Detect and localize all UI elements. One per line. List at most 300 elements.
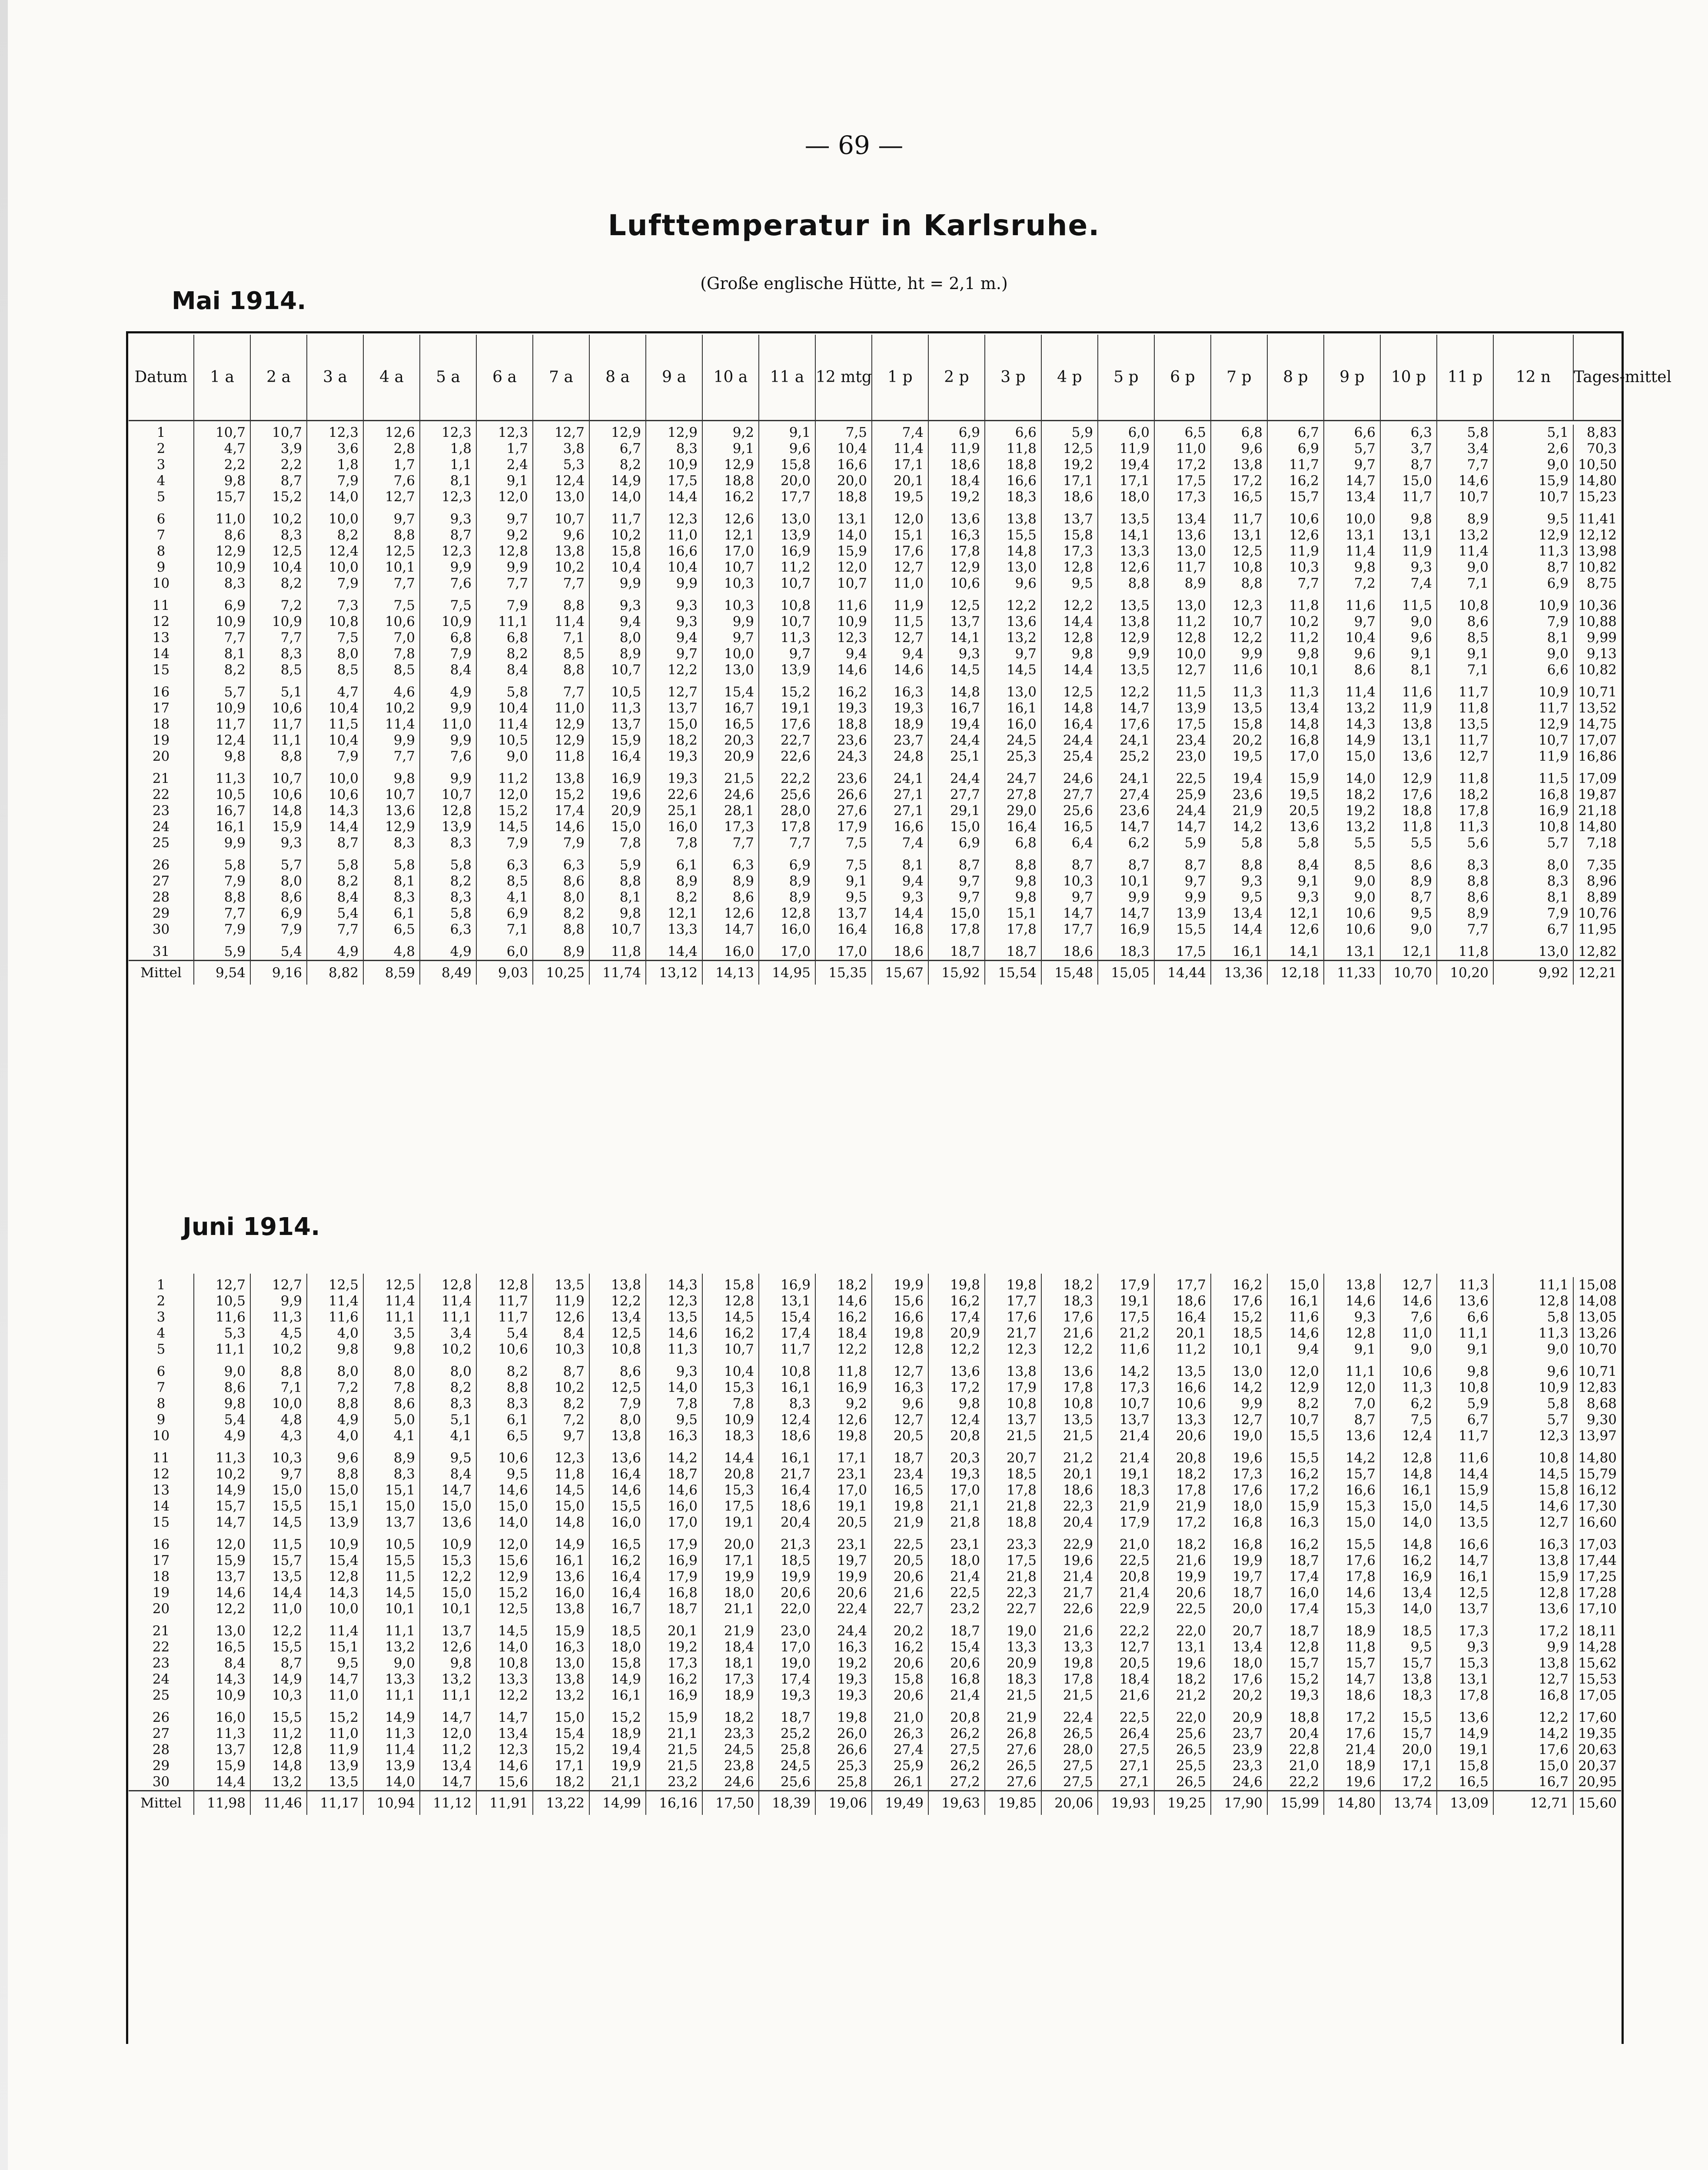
value-cell: 4,9 [420, 938, 476, 961]
value-cell: 8,83 [1573, 425, 1621, 441]
value-cell: 26,0 [815, 1726, 872, 1742]
value-cell: 26,6 [815, 787, 872, 803]
value-cell: 15,0 [363, 1498, 420, 1514]
value-cell: 8,7 [420, 527, 476, 543]
value-cell: 17,9 [815, 819, 872, 835]
value-cell: 8,7 [1154, 851, 1211, 873]
value-cell: 18,2 [1154, 1466, 1211, 1482]
value-cell: 26,5 [985, 1758, 1041, 1774]
value-cell: 12,7 [1154, 662, 1211, 678]
value-cell: 7,4 [1380, 576, 1437, 592]
value-cell: 13,7 [589, 716, 646, 732]
value-cell: 20,0 [1211, 1601, 1267, 1617]
value-cell: 17,5 [1154, 716, 1211, 732]
value-cell: 9,30 [1573, 1412, 1621, 1428]
value-cell: 7,4 [872, 835, 928, 851]
value-cell: 12,0 [1267, 1358, 1324, 1380]
date-cell: 8 [156, 1396, 166, 1411]
value-cell: 12,9 [928, 559, 985, 576]
value-cell: 12,0 [476, 489, 533, 505]
value-cell: 17,0 [815, 938, 872, 961]
value-cell: 11,2 [250, 1726, 307, 1742]
value-cell: 18,2 [1154, 1531, 1211, 1553]
value-cell: 22,5 [872, 1531, 928, 1553]
date-cell: 9 [156, 559, 166, 575]
value-cell: 13,0 [533, 489, 589, 505]
value-cell: 12,3 [646, 1293, 702, 1309]
value-cell: 12,9 [1493, 527, 1573, 543]
value-cell: 12,6 [533, 1309, 589, 1325]
value-cell: 17,1 [702, 1553, 759, 1569]
value-cell: 7,8 [646, 835, 702, 851]
value-cell: 70,3 [1573, 441, 1621, 457]
page-title: Lufttemperatur in Karlsruhe. [608, 209, 1100, 242]
column-header: 2 p [928, 335, 985, 421]
value-cell: 11,0 [250, 1601, 307, 1617]
value-cell: 5,1 [250, 678, 307, 700]
value-cell: 6,1 [363, 905, 420, 922]
value-cell: 21,2 [1154, 1687, 1211, 1704]
value-cell: 8,8 [533, 662, 589, 678]
value-cell: 7,7 [194, 630, 250, 646]
date-cell: 24 [152, 819, 170, 835]
date-cell: 28 [152, 889, 170, 905]
value-cell: 13,7 [194, 1742, 250, 1758]
date-cell: 15 [152, 1514, 170, 1530]
mittel-value: 14,13 [702, 961, 759, 985]
value-cell: 12,0 [872, 505, 928, 527]
value-cell: 18,5 [1380, 1617, 1437, 1639]
mittel-value: 19,63 [928, 1791, 985, 1815]
value-cell: 12,7 [1437, 749, 1493, 765]
value-cell: 15,4 [702, 678, 759, 700]
value-cell: 17,5 [1154, 473, 1211, 489]
value-cell: 16,8 [1493, 1687, 1573, 1704]
value-cell: 14,8 [533, 1514, 589, 1531]
table-row [129, 1396, 1621, 1412]
value-cell: 13,1 [1380, 732, 1437, 749]
date-cell: 22 [152, 787, 170, 802]
value-cell: 12,3 [307, 425, 363, 441]
value-cell: 12,5 [589, 1325, 646, 1341]
value-cell: 8,3 [194, 576, 250, 592]
value-cell: 7,7 [307, 922, 363, 938]
value-cell: 10,4 [307, 732, 363, 749]
value-cell: 26,1 [872, 1774, 928, 1791]
value-cell: 22,7 [759, 732, 815, 749]
value-cell: 20,2 [1211, 1687, 1267, 1704]
table-row [129, 749, 1621, 765]
table-row [129, 678, 1621, 700]
value-cell: 17,4 [1267, 1569, 1324, 1585]
value-cell: 8,1 [589, 889, 646, 905]
value-cell: 21,4 [1098, 1444, 1154, 1466]
value-cell: 15,2 [307, 1704, 363, 1726]
value-cell: 17,09 [1573, 765, 1621, 787]
value-cell: 8,7 [928, 851, 985, 873]
value-cell: 13,6 [1324, 1428, 1380, 1444]
value-cell: 10,6 [476, 1444, 533, 1466]
value-cell: 5,4 [307, 905, 363, 922]
value-cell: 9,2 [815, 1396, 872, 1412]
value-cell: 8,7 [307, 835, 363, 851]
value-cell: 2,8 [363, 441, 420, 457]
value-cell: 19,9 [1154, 1569, 1211, 1585]
value-cell: 17,0 [1267, 749, 1324, 765]
value-cell: 9,4 [646, 630, 702, 646]
value-cell: 9,5 [1211, 889, 1267, 905]
value-cell: 27,6 [985, 1774, 1041, 1791]
date-cell: 31 [152, 944, 170, 959]
value-cell: 14,6 [1380, 1293, 1437, 1309]
value-cell: 16,6 [1154, 1380, 1211, 1396]
value-cell: 10,6 [363, 614, 420, 630]
value-cell: 21,4 [928, 1569, 985, 1585]
value-cell: 12,3 [476, 1742, 533, 1758]
value-cell: 14,4 [1041, 662, 1098, 678]
value-cell: 8,0 [533, 889, 589, 905]
value-cell: 4,1 [363, 1428, 420, 1444]
value-cell: 13,6 [1437, 1293, 1493, 1309]
value-cell: 16,0 [759, 922, 815, 938]
value-cell: 12,9 [1098, 630, 1154, 646]
value-cell: 12,4 [1380, 1428, 1437, 1444]
value-cell: 13,8 [1380, 716, 1437, 732]
value-cell: 11,9 [1380, 700, 1437, 716]
value-cell: 20,37 [1573, 1758, 1621, 1774]
value-cell: 9,9 [1154, 889, 1211, 905]
value-cell: 17,05 [1573, 1687, 1621, 1704]
value-cell: 14,4 [250, 1585, 307, 1601]
value-cell: 9,7 [363, 505, 420, 527]
value-cell: 5,8 [307, 851, 363, 873]
value-cell: 12,0 [420, 1726, 476, 1742]
mittel-value: 9,54 [194, 961, 250, 985]
value-cell: 14,0 [307, 489, 363, 505]
value-cell: 14,2 [1098, 1358, 1154, 1380]
value-cell: 13,1 [815, 505, 872, 527]
value-cell: 16,9 [815, 1380, 872, 1396]
date-cell: 21 [152, 1623, 170, 1639]
value-cell: 10,8 [1211, 559, 1267, 576]
value-cell: 11,41 [1573, 505, 1621, 527]
value-cell: 14,6 [1324, 1293, 1380, 1309]
mittel-value: 14,44 [1154, 961, 1211, 985]
value-cell: 11,9 [928, 441, 985, 457]
value-cell: 18,2 [1324, 787, 1380, 803]
value-cell: 17,9 [1098, 1277, 1154, 1293]
mittel-value: 17,90 [1211, 1791, 1267, 1815]
value-cell: 18,11 [1573, 1617, 1621, 1639]
value-cell: 12,5 [307, 1277, 363, 1293]
value-cell: 26,2 [928, 1726, 985, 1742]
value-cell: 13,3 [1041, 1639, 1098, 1655]
value-cell: 9,9 [194, 835, 250, 851]
value-cell: 18,8 [1267, 1704, 1324, 1726]
value-cell: 12,7 [1211, 1412, 1267, 1428]
value-cell: 14,9 [1437, 1726, 1493, 1742]
value-cell: 14,6 [646, 1325, 702, 1341]
value-cell: 20,7 [1211, 1617, 1267, 1639]
value-cell: 12,8 [307, 1569, 363, 1585]
value-cell: 22,5 [928, 1585, 985, 1601]
value-cell: 8,2 [307, 527, 363, 543]
table-row [129, 1498, 1621, 1514]
may-title: Mai 1914. [172, 287, 306, 315]
value-cell: 13,7 [815, 905, 872, 922]
value-cell: 13,5 [1041, 1412, 1098, 1428]
value-cell: 10,8 [589, 1341, 646, 1358]
value-cell: 4,7 [194, 441, 250, 457]
value-cell: 10,7 [194, 425, 250, 441]
value-cell: 13,2 [420, 1671, 476, 1687]
value-cell: 8,5 [307, 662, 363, 678]
value-cell: 19,8 [872, 1498, 928, 1514]
value-cell: 23,4 [1154, 732, 1211, 749]
value-cell: 20,6 [815, 1585, 872, 1601]
value-cell: 1,8 [420, 441, 476, 457]
value-cell: 9,8 [363, 1341, 420, 1358]
value-cell: 3,6 [307, 441, 363, 457]
value-cell: 10,4 [307, 700, 363, 716]
value-cell: 13,8 [1493, 1553, 1573, 1569]
value-cell: 21,2 [1041, 1444, 1098, 1466]
value-cell: 11,3 [1211, 678, 1267, 700]
value-cell: 18,4 [702, 1639, 759, 1655]
date-cell: 10 [152, 1428, 170, 1444]
column-header: 11 p [1437, 335, 1493, 421]
value-cell: 14,4 [1041, 614, 1098, 630]
value-cell: 9,3 [1324, 1309, 1380, 1325]
value-cell: 17,03 [1573, 1531, 1621, 1553]
value-cell: 13,0 [1493, 938, 1573, 961]
value-cell: 11,3 [1437, 1277, 1493, 1293]
value-cell: 14,75 [1573, 716, 1621, 732]
value-cell: 9,3 [1267, 889, 1324, 905]
value-cell: 5,3 [533, 457, 589, 473]
value-cell: 17,9 [1098, 1514, 1154, 1531]
value-cell: 17,2 [928, 1380, 985, 1396]
header-row [129, 335, 1621, 421]
value-cell: 6,6 [1493, 662, 1573, 678]
value-cell: 8,9 [646, 873, 702, 889]
value-cell: 9,8 [420, 1655, 476, 1671]
value-cell: 23,3 [702, 1726, 759, 1742]
value-cell: 16,4 [589, 1585, 646, 1601]
value-cell: 16,5 [194, 1639, 250, 1655]
value-cell: 12,0 [476, 787, 533, 803]
value-cell: 17,1 [533, 1758, 589, 1774]
value-cell: 14,6 [1324, 1585, 1380, 1601]
value-cell: 20,95 [1573, 1774, 1621, 1791]
value-cell: 12,4 [307, 543, 363, 559]
value-cell: 8,2 [194, 662, 250, 678]
value-cell: 13,8 [533, 543, 589, 559]
value-cell: 9,4 [815, 646, 872, 662]
value-cell: 15,5 [250, 1704, 307, 1726]
value-cell: 24,8 [872, 749, 928, 765]
value-cell: 17,7 [985, 1293, 1041, 1309]
value-cell: 19,6 [1154, 1655, 1211, 1671]
value-cell: 17,5 [985, 1553, 1041, 1569]
value-cell: 19,1 [1437, 1742, 1493, 1758]
value-cell: 5,7 [250, 851, 307, 873]
value-cell: 11,3 [589, 700, 646, 716]
date-cell: 12 [152, 614, 170, 629]
value-cell: 10,3 [702, 592, 759, 614]
value-cell: 12,8 [1493, 1293, 1573, 1309]
value-cell: 16,1 [1437, 1569, 1493, 1585]
value-cell: 13,8 [1380, 1671, 1437, 1687]
value-cell: 15,5 [1267, 1444, 1324, 1466]
column-header: 2 a [250, 335, 307, 421]
value-cell: 21,8 [928, 1514, 985, 1531]
value-cell: 13,97 [1573, 1428, 1621, 1444]
value-cell: 16,0 [702, 938, 759, 961]
mittel-value: 9,16 [250, 961, 307, 985]
value-cell: 10,8 [759, 592, 815, 614]
value-cell: 15,8 [1041, 527, 1098, 543]
value-cell: 14,7 [307, 1671, 363, 1687]
value-cell: 27,5 [1041, 1774, 1098, 1791]
value-cell: 9,9 [250, 1293, 307, 1309]
value-cell: 16,2 [928, 1293, 985, 1309]
value-cell: 12,5 [1041, 678, 1098, 700]
value-cell: 16,86 [1573, 749, 1621, 765]
value-cell: 12,83 [1573, 1380, 1621, 1396]
value-cell: 9,0 [1493, 1341, 1573, 1358]
value-cell: 17,6 [1211, 1293, 1267, 1309]
value-cell: 14,7 [420, 1482, 476, 1498]
value-cell: 18,5 [589, 1617, 646, 1639]
value-cell: 16,3 [533, 1639, 589, 1655]
value-cell: 20,7 [985, 1444, 1041, 1466]
value-cell: 13,4 [476, 1726, 533, 1742]
value-cell: 15,9 [646, 1704, 702, 1726]
value-cell: 7,9 [307, 576, 363, 592]
value-cell: 25,9 [872, 1758, 928, 1774]
value-cell: 11,9 [307, 1742, 363, 1758]
value-cell: 19,8 [1041, 1655, 1098, 1671]
value-cell: 9,7 [476, 505, 533, 527]
value-cell: 9,8 [928, 1396, 985, 1412]
value-cell: 18,9 [1324, 1758, 1380, 1774]
value-cell: 17,30 [1573, 1498, 1621, 1514]
value-cell: 24,1 [1098, 732, 1154, 749]
value-cell: 9,3 [646, 614, 702, 630]
value-cell: 21,6 [872, 1585, 928, 1601]
value-cell: 9,9 [1098, 889, 1154, 905]
table-row [129, 819, 1621, 835]
value-cell: 19,1 [1098, 1466, 1154, 1482]
value-cell: 18,6 [928, 457, 985, 473]
value-cell: 18,9 [589, 1726, 646, 1742]
value-cell: 11,1 [363, 1617, 420, 1639]
value-cell: 8,7 [1493, 559, 1573, 576]
value-cell: 19,3 [928, 1466, 985, 1482]
value-cell: 11,4 [363, 716, 420, 732]
value-cell: 8,4 [194, 1655, 250, 1671]
value-cell: 12,8 [1267, 1639, 1324, 1655]
value-cell: 18,6 [1041, 1482, 1098, 1498]
value-cell: 5,6 [1437, 835, 1493, 851]
value-cell: 6,5 [1154, 425, 1211, 441]
value-cell: 18,7 [646, 1466, 702, 1482]
value-cell: 8,9 [759, 873, 815, 889]
mittel-value: 8,49 [420, 961, 476, 985]
value-cell: 15,5 [1154, 922, 1211, 938]
value-cell: 14,9 [533, 1531, 589, 1553]
value-cell: 12,6 [815, 1412, 872, 1428]
value-cell: 10,9 [420, 1531, 476, 1553]
mittel-value: 9,03 [476, 961, 533, 985]
value-cell: 17,8 [985, 1482, 1041, 1498]
value-cell: 13,4 [1324, 489, 1380, 505]
date-cell: 12 [152, 1466, 170, 1482]
value-cell: 21,1 [589, 1774, 646, 1791]
value-cell: 10,2 [194, 1466, 250, 1482]
value-cell: 19,9 [872, 1277, 928, 1293]
value-cell: 10,6 [307, 787, 363, 803]
mittel-value: 10,94 [363, 1791, 420, 1815]
value-cell: 21,5 [985, 1428, 1041, 1444]
value-cell: 23,6 [1211, 787, 1267, 803]
value-cell: 18,4 [928, 473, 985, 489]
value-cell: 8,8 [1211, 851, 1267, 873]
table-row [129, 576, 1621, 592]
value-cell: 25,9 [1154, 787, 1211, 803]
table-row [129, 646, 1621, 662]
value-cell: 22,5 [1154, 765, 1211, 787]
value-cell: 19,4 [1211, 765, 1267, 787]
value-cell: 13,8 [1493, 1655, 1573, 1671]
value-cell: 16,6 [1324, 1482, 1380, 1498]
value-cell: 6,3 [1380, 425, 1437, 441]
value-cell: 16,6 [985, 473, 1041, 489]
value-cell: 15,7 [1267, 489, 1324, 505]
value-cell: 10,2 [589, 527, 646, 543]
column-header: 1 a [194, 335, 250, 421]
value-cell: 13,6 [420, 1514, 476, 1531]
date-cell: 18 [152, 1569, 170, 1584]
value-cell: 9,9 [420, 700, 476, 716]
value-cell: 13,1 [1154, 1639, 1211, 1655]
value-cell: 9,5 [476, 1466, 533, 1482]
value-cell: 17,4 [928, 1309, 985, 1325]
value-cell: 17,3 [1437, 1617, 1493, 1639]
value-cell: 12,2 [589, 1293, 646, 1309]
mittel-value: 10,25 [533, 961, 589, 985]
value-cell: 10,6 [1267, 505, 1324, 527]
value-cell: 18,0 [1098, 489, 1154, 505]
value-cell: 9,8 [194, 1396, 250, 1412]
value-cell: 5,1 [1493, 425, 1573, 441]
mittel-value: 13,09 [1437, 1791, 1493, 1815]
value-cell: 16,8 [1211, 1514, 1267, 1531]
value-cell: 19,2 [646, 1639, 702, 1655]
date-cell: 23 [152, 1655, 170, 1671]
value-cell: 15,3 [1324, 1498, 1380, 1514]
mittel-value: 8,59 [363, 961, 420, 985]
value-cell: 14,6 [646, 1482, 702, 1498]
value-cell: 10,4 [589, 559, 646, 576]
value-cell: 4,9 [307, 1412, 363, 1428]
value-cell: 15,0 [589, 819, 646, 835]
value-cell: 9,6 [1211, 441, 1267, 457]
date-cell: 17 [152, 700, 170, 716]
value-cell: 12,7 [1098, 1639, 1154, 1655]
value-cell: 13,3 [646, 922, 702, 938]
